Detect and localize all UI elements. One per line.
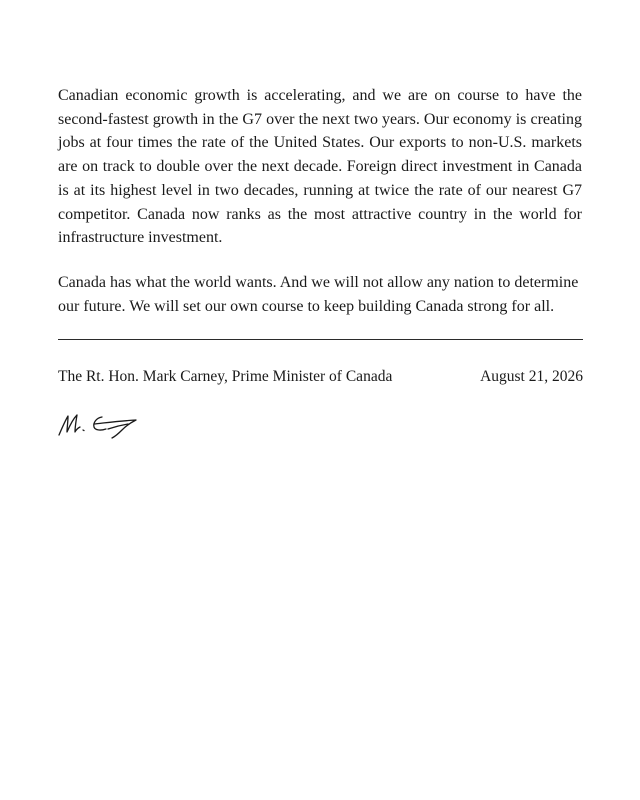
letter-date: August 21, 2026 — [480, 368, 583, 385]
signature-block — [58, 367, 583, 387]
letter-body — [58, 84, 582, 318]
paragraph-closing: Canada has what the world wants. And we will not allow any nation to determine our future. We will set our own course to keep building Canada strong for all. — [58, 273, 579, 315]
divider-rule — [58, 339, 583, 340]
handwritten-signature — [56, 410, 146, 444]
author-line: The Rt. Hon. Mark Carney, Prime Minister of Canada — [58, 368, 393, 385]
paragraph-economy: Canadian economic growth is accelerating, and we are on course to have the second-fastest growth in the G7 over the next two years. Our economy is creating jobs at four times the rate of the United States. Our exports to non-U.S. markets are on track to double over the next decade. Foreign direct investment in Canada is at its highest level in two decades, running at twice the rate of our nearest G7 competitor. Canada now ranks as the most attractive country in the world for infrastructure investment. — [58, 87, 582, 247]
